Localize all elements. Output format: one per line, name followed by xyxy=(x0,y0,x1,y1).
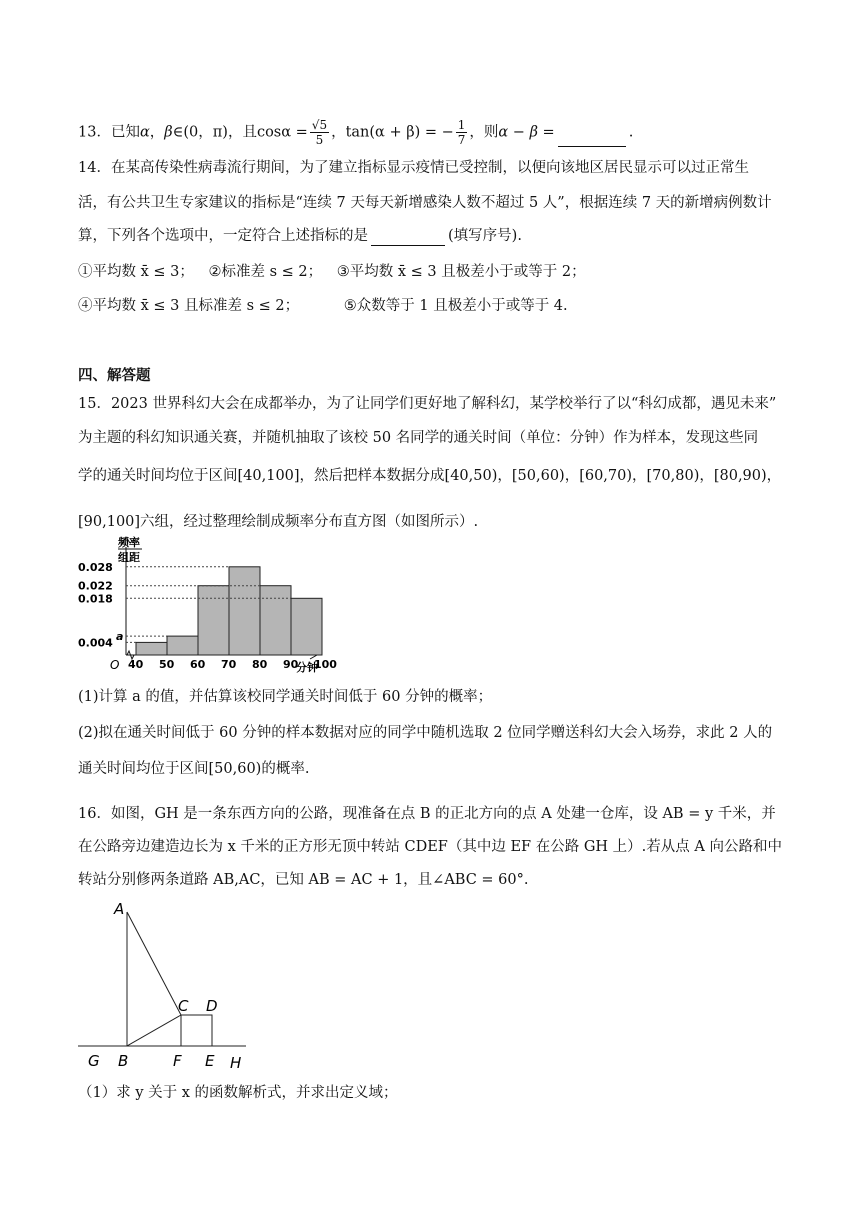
x-tick-label: 90 xyxy=(283,658,299,671)
label-e: E xyxy=(205,1052,215,1070)
road-geometry-diagram xyxy=(78,896,278,1071)
x-tick-label: 70 xyxy=(221,658,237,671)
label-c: C xyxy=(178,997,189,1015)
q15-line-1: 15．2023 世界科幻大会在成都举办，为了让同学们更好地了解科幻，某学校举行了以“科幻成都，遇见未来” xyxy=(78,396,777,412)
ylabel-top: 频率 xyxy=(118,536,140,549)
q16-subquestion-1: （1）求 y 关于 x 的函数解析式，并求出定义域； xyxy=(78,1085,398,1101)
q15-subquestion-3: 通关时间均位于区间[50,60)的概率. xyxy=(78,761,310,777)
x-tick-label: 100 xyxy=(314,658,337,671)
origin-label: O xyxy=(110,658,120,672)
q15-line-2: 为主题的科幻知识通关赛，并随机抽取了该校 50 名同学的通关时间（单位：分钟）作为样本，发现这些同 xyxy=(78,430,759,446)
segment-ac xyxy=(127,912,181,1015)
label-g: G xyxy=(88,1052,100,1070)
y-tick-label: 0.018 xyxy=(78,592,113,606)
q15-subquestion-2: (2)拟在通关时间低于 60 分钟的样本数据对应的同学中随机选取 2 位同学赠送科幻大会入场券，求此 2 人的 xyxy=(78,725,773,741)
option-1: ①平均数 x̄ ≤ 3； xyxy=(78,264,194,280)
q15-line-4: [90,100]六组，经过整理绘制成频率分布直方图（如图所示）. xyxy=(78,514,479,530)
option-2: ②标准差 s ≤ 2； xyxy=(208,264,323,280)
histogram-bar xyxy=(260,586,291,655)
label-h: H xyxy=(230,1054,242,1072)
answer-blank xyxy=(558,132,626,147)
label-a: A xyxy=(114,900,125,918)
sqrt5-over-5: $\frac{√5}{5}$ xyxy=(311,118,328,147)
q15-line-3: 学的通关时间均位于区间[40,100]，然后把样本数据分成[40,50)，[50,60)，[60,70)，[70,80)，[80,90)， xyxy=(78,468,782,484)
section-heading: 四、解答题 xyxy=(78,368,151,384)
histogram-bar xyxy=(167,636,198,655)
q14-options-row-1 xyxy=(78,262,586,282)
q16-line-1: 16．如图，GH 是一条东西方向的公路，现准备在点 B 的正北方向的点 A 处建一仓库，设 AB = y 千米，并 xyxy=(78,806,776,822)
q14-line-2: 活，有公共卫生专家建议的指标是“连续 7 天每天新增感染人数不超过 5 人”，根据连续 7 天的新增病例数计 xyxy=(78,195,772,211)
one-over-seven: $\frac{1}{7}$ xyxy=(457,118,466,147)
x-tick-label: 60 xyxy=(190,658,206,671)
answer-blank xyxy=(371,231,445,246)
x-tick-label: 50 xyxy=(159,658,175,671)
option-4: ④平均数 x̄ ≤ 3 且标准差 s ≤ 2； xyxy=(78,298,300,314)
q14-options-row-2 xyxy=(78,296,568,316)
histogram-bar xyxy=(198,586,229,655)
option-3: ③平均数 x̄ ≤ 3 且极差小于或等于 2； xyxy=(336,264,586,280)
frequency-histogram xyxy=(70,536,337,682)
x-tick-label: 40 xyxy=(128,658,144,671)
y-tick-label: 0.028 xyxy=(78,560,113,574)
x-tick-label: 80 xyxy=(252,658,268,671)
y-tick-label: a xyxy=(116,630,124,644)
q16-line-2: 在公路旁边建造边长为 x 千米的正方形无顶中转站 CDEF（其中边 EF 在公路 GH 上）.若从点 A 向公路和中 xyxy=(78,839,782,855)
histogram-bar xyxy=(291,598,322,655)
ylabel-bottom: 组距 xyxy=(118,551,140,564)
histogram-bar xyxy=(136,642,167,655)
q13-number: 13． xyxy=(78,124,111,141)
histogram-bar xyxy=(229,567,260,655)
q16-line-3: 转站分别修两条道路 AB,AC，已知 AB = AC + 1，且∠ABC = 60°. xyxy=(78,872,529,888)
q14-line-3: 算，下列各个选项中，一定符合上述指标的是 (填写序号). xyxy=(78,228,522,244)
y-tick-label: 0.004 xyxy=(78,636,113,650)
label-f: F xyxy=(173,1052,182,1070)
label-b: B xyxy=(118,1052,129,1070)
q14-line-1: 14．在某高传染性病毒流行期间，为了建立指标显示疫情已受控制，以便向该地区居民显示可以过正常生 xyxy=(78,160,749,176)
xlabel: 分钟 xyxy=(296,661,318,674)
square-station-cdef xyxy=(181,1015,212,1046)
y-tick-label: 0.022 xyxy=(78,579,113,593)
label-d: D xyxy=(206,997,218,1015)
option-5: ⑤众数等于 1 且极差小于或等于 4. xyxy=(343,298,568,314)
q13-line: 13．已知α，β∈(0，π)，且cosα = $\frac{√5}{5}$ ，tan(α + β) = − $\frac{1}{7}$ ，则α − β = . xyxy=(78,118,634,147)
q15-subquestion-1: (1)计算 a 的值，并估算该校同学通关时间低于 60 分钟的概率； xyxy=(78,689,493,705)
segment-bc xyxy=(127,1015,181,1046)
